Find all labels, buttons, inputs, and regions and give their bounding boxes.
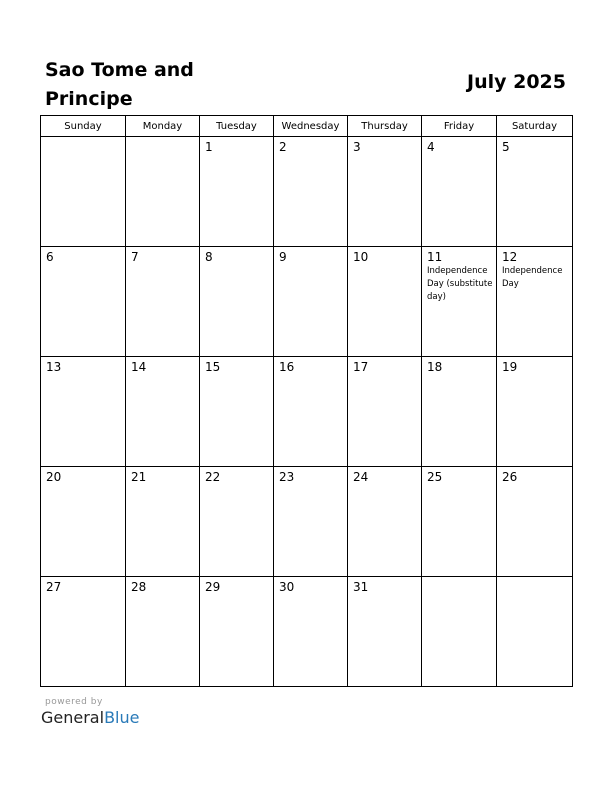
holiday-label: Independence Day (substitute day)	[427, 266, 493, 302]
day-cell	[422, 137, 497, 247]
brand-blue: Blue	[104, 708, 140, 727]
week-row	[41, 137, 573, 247]
day-number: 6	[46, 250, 54, 264]
day-cell	[497, 137, 573, 247]
weekday-header: Wednesday	[274, 116, 348, 137]
day-cell	[274, 137, 348, 247]
day-number: 14	[131, 360, 147, 374]
holiday-label: Independence Day	[502, 266, 563, 289]
day-cell	[274, 467, 348, 577]
week-row	[41, 247, 573, 357]
empty-day-cell	[126, 137, 200, 247]
empty-day-cell	[422, 577, 497, 687]
day-cell	[41, 247, 126, 357]
day-number: 20	[46, 470, 62, 484]
weekday-header: Saturday	[497, 116, 573, 137]
country-title: Sao Tome and Principe	[45, 59, 194, 110]
day-cell	[200, 247, 274, 357]
day-number: 2	[279, 140, 287, 154]
day-number: 29	[205, 580, 221, 594]
day-number: 1	[205, 140, 213, 154]
day-number: 23	[279, 470, 295, 484]
day-cell	[422, 467, 497, 577]
empty-day-cell	[497, 577, 573, 687]
day-number: 10	[353, 250, 369, 264]
day-number: 5	[502, 140, 510, 154]
day-number: 25	[427, 470, 443, 484]
day-cell	[200, 137, 274, 247]
brand-general: General	[41, 708, 105, 727]
day-cell	[348, 357, 422, 467]
weekday-header-row	[41, 116, 573, 137]
day-cell	[41, 357, 126, 467]
weekday-header: Friday	[422, 116, 497, 137]
day-number: 21	[131, 470, 147, 484]
day-cell	[274, 357, 348, 467]
day-cell	[274, 247, 348, 357]
day-number: 19	[502, 360, 518, 374]
day-cell	[126, 577, 200, 687]
week-row	[41, 577, 573, 687]
generalblue-logo	[41, 708, 139, 727]
day-cell	[126, 357, 200, 467]
day-number: 12	[502, 250, 518, 264]
day-number: 17	[353, 360, 369, 374]
day-cell	[200, 577, 274, 687]
week-row	[41, 467, 573, 577]
powered-by-text: powered by	[45, 697, 103, 707]
day-number: 30	[279, 580, 295, 594]
day-number: 8	[205, 250, 213, 264]
day-number: 9	[279, 250, 287, 264]
day-cell	[41, 467, 126, 577]
day-cell	[497, 357, 573, 467]
day-number: 26	[502, 470, 518, 484]
month-title: July 2025	[467, 71, 566, 93]
day-number: 31	[353, 580, 369, 594]
day-cell	[422, 247, 497, 357]
day-number: 24	[353, 470, 369, 484]
day-cell	[274, 577, 348, 687]
day-number: 11	[427, 250, 443, 264]
day-cell	[126, 467, 200, 577]
day-cell	[348, 137, 422, 247]
day-cell	[200, 357, 274, 467]
day-cell	[348, 467, 422, 577]
day-number: 7	[131, 250, 139, 264]
day-number: 3	[353, 140, 361, 154]
day-cell	[497, 247, 573, 357]
weekday-header: Sunday	[41, 116, 126, 137]
day-cell	[41, 577, 126, 687]
day-cell	[497, 467, 573, 577]
day-number: 28	[131, 580, 147, 594]
day-cell	[348, 577, 422, 687]
week-row	[41, 357, 573, 467]
day-number: 27	[46, 580, 62, 594]
weekday-header: Tuesday	[200, 116, 274, 137]
weekday-header: Monday	[126, 116, 200, 137]
day-number: 15	[205, 360, 221, 374]
weekday-header: Thursday	[348, 116, 422, 137]
day-number: 13	[46, 360, 62, 374]
calendar-grid	[40, 115, 573, 687]
day-number: 4	[427, 140, 435, 154]
day-number: 16	[279, 360, 295, 374]
day-number: 22	[205, 470, 221, 484]
day-number: 18	[427, 360, 443, 374]
day-cell	[200, 467, 274, 577]
empty-day-cell	[41, 137, 126, 247]
calendar-body	[41, 137, 573, 687]
day-cell	[126, 247, 200, 357]
day-cell	[348, 247, 422, 357]
day-cell	[422, 357, 497, 467]
